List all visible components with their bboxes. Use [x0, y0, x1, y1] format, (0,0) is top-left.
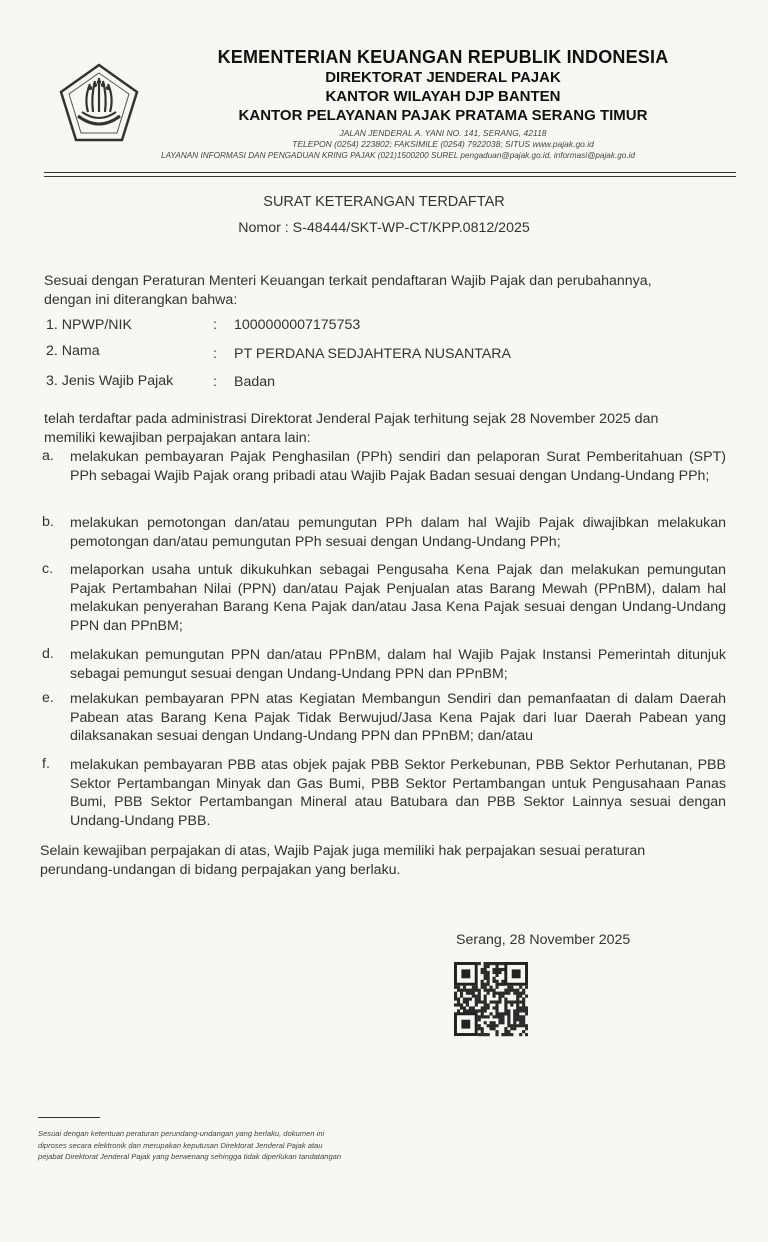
letterhead: [140, 46, 746, 161]
obligation-letter-d: d.: [42, 646, 54, 662]
ministry-name: KEMENTERIAN KEUANGAN REPUBLIK INDONESIA: [217, 47, 669, 67]
closing-paragraph: [40, 842, 730, 879]
place-date: Serang, 28 November 2025: [456, 932, 631, 948]
letterhead-divider-thin: [44, 176, 736, 177]
obligation-letter-b: b.: [42, 514, 54, 530]
field-npwp-label: 1. NPWP/NIK: [46, 317, 132, 333]
obligation-text-b: melakukan pemotongan dan/atau pemungutan PPh dalam hal Wajib Pajak diwajibkan melakukan pemotongan dan/atau pemungutan PPh sesuai dengan Undang-Undang PPh;: [70, 515, 726, 550]
office-contact: TELEPON (0254) 223802; FAKSIMILE (0254) 7922038; SITUS www.pajak.go.id: [292, 139, 594, 149]
footnote-divider: [38, 1117, 100, 1118]
footnote: [38, 1128, 418, 1163]
intro-paragraph: [44, 272, 728, 309]
closing-line-2: perundang-undangan di bidang perpajakan yang berlaku.: [40, 861, 401, 878]
obligation-text-d: melakukan pemungutan PPN dan/atau PPnBM, dalam hal Wajib Pajak Instansi Pemerintah ditunjuk sebagai pemungut sesuai dengan Undang-Undang PPN dan PPnBM;: [70, 647, 726, 682]
directorate-name: DIREKTORAT JENDERAL PAJAK: [325, 69, 561, 86]
field-name-label: 2. Nama: [46, 343, 100, 359]
registration-line-1: telah terdaftar pada administrasi Direktorat Jenderal Pajak terhitung sejak 28 November 2025 dan: [44, 411, 659, 427]
field-npwp-sep: :: [213, 317, 217, 333]
registration-paragraph: [44, 410, 728, 447]
field-npwp-value: 1000000007175753: [234, 317, 361, 333]
obligation-letter-c: c.: [42, 561, 54, 577]
field-type-label: 3. Jenis Wajib Pajak: [46, 373, 174, 389]
intro-line-2: dengan ini diterangkan bahwa:: [44, 291, 238, 308]
letterhead-divider: [44, 172, 736, 173]
regional-office-name: KANTOR WILAYAH DJP BANTEN: [325, 88, 561, 105]
field-type-value: Badan: [234, 374, 276, 390]
obligation-letter-f: f.: [42, 756, 50, 772]
document-title: SURAT KETERANGAN TERDAFTAR: [263, 194, 505, 210]
office-address: JALAN JENDERAL A. YANI NO. 141, SERANG, 42118: [339, 128, 547, 138]
field-name-value: PT PERDANA SEDJAHTERA NUSANTARA: [234, 346, 511, 362]
footnote-line-3: pejabat Direktorat Jenderal Pajak yang berwenang sehingga tidak diperlukan tandatangan: [38, 1152, 342, 1161]
obligation-text-f: melakukan pembayaran PBB atas objek pajak PBB Sektor Perkebunan, PBB Sektor Perhutanan, PBB Sektor Pertambangan Minyak dan Gas Bumi, PBB Sektor Pertambangan untuk Pengusahaan Panas Bumi, PBB Sektor Pertambangan Mineral atau Batubara dan PBB Sektor Lainnya sesuai dengan Undang-Undang PBB.: [70, 757, 726, 829]
obligation-letter-e: e.: [42, 690, 54, 706]
qr-code-icon: [454, 962, 528, 1038]
closing-line-1: Selain kewajiban perpajakan di atas, Wajib Pajak juga memiliki hak perpajakan sesuai peraturan: [40, 843, 646, 859]
service-contact: LAYANAN INFORMASI DAN PENGADUAN KRING PAJAK (021)1500200 SUREL pengaduan@pajak.go.id, informasi@pajak.go.id: [161, 151, 635, 160]
intro-line-1: Sesuai dengan Peraturan Menteri Keuangan terkait pendaftaran Wajib Pajak dan perubahannya,: [44, 273, 652, 289]
ministry-logo-icon: [58, 62, 140, 146]
registration-line-2: memiliki kewajiban perpajakan antara lain:: [44, 429, 311, 446]
obligation-text-e: melakukan pembayaran PPN atas Kegiatan Membangun Sendiri dan pemanfaatan di dalam Daerah Pabean atas Barang Kena Pajak Tidak Berwujud/Jasa Kena Pajak dari luar Daerah Pabean yang dilaksanakan sesuai dengan Undang-Undang PPN dan PPnBM; dan/atau: [70, 691, 726, 744]
field-type-sep: :: [213, 374, 217, 390]
obligation-text-c: melaporkan usaha untuk dikukuhkan sebagai Pengusaha Kena Pajak dan melakukan pemungutan Pajak Pertambahan Nilai (PPN) dan/atau Pajak Penjualan atas Barang Mewah (PPnBM), dalam hal melakukan penyerahan Barang Kena Pajak dan/atau Jasa Kena Pajak sesuai dengan Undang-Undang PPN dan PPnBM;: [70, 562, 726, 634]
document-number: Nomor : S-48444/SKT-WP-CT/KPP.0812/2025: [238, 220, 530, 236]
field-name-sep: :: [213, 346, 217, 362]
footnote-line-2: diproses secara elektronik dan merupakan keputusan Direktorat Jenderal Pajak atau: [38, 1140, 323, 1150]
obligation-text-a: melakukan pembayaran Pajak Penghasilan (PPh) sendiri dan pelaporan Surat Pemberitahuan (SPT) PPh sebagai Wajib Pajak orang pribadi atau Wajib Pajak Badan sesuai dengan Undang-Undang PPh;: [70, 449, 726, 484]
footnote-line-1: Sesuai dengan ketentuan peraturan perundang-undangan yang berlaku, dokumen ini: [38, 1129, 325, 1138]
obligation-letter-a: a.: [42, 448, 54, 464]
tax-office-name: KANTOR PELAYANAN PAJAK PRATAMA SERANG TIMUR: [238, 107, 648, 124]
